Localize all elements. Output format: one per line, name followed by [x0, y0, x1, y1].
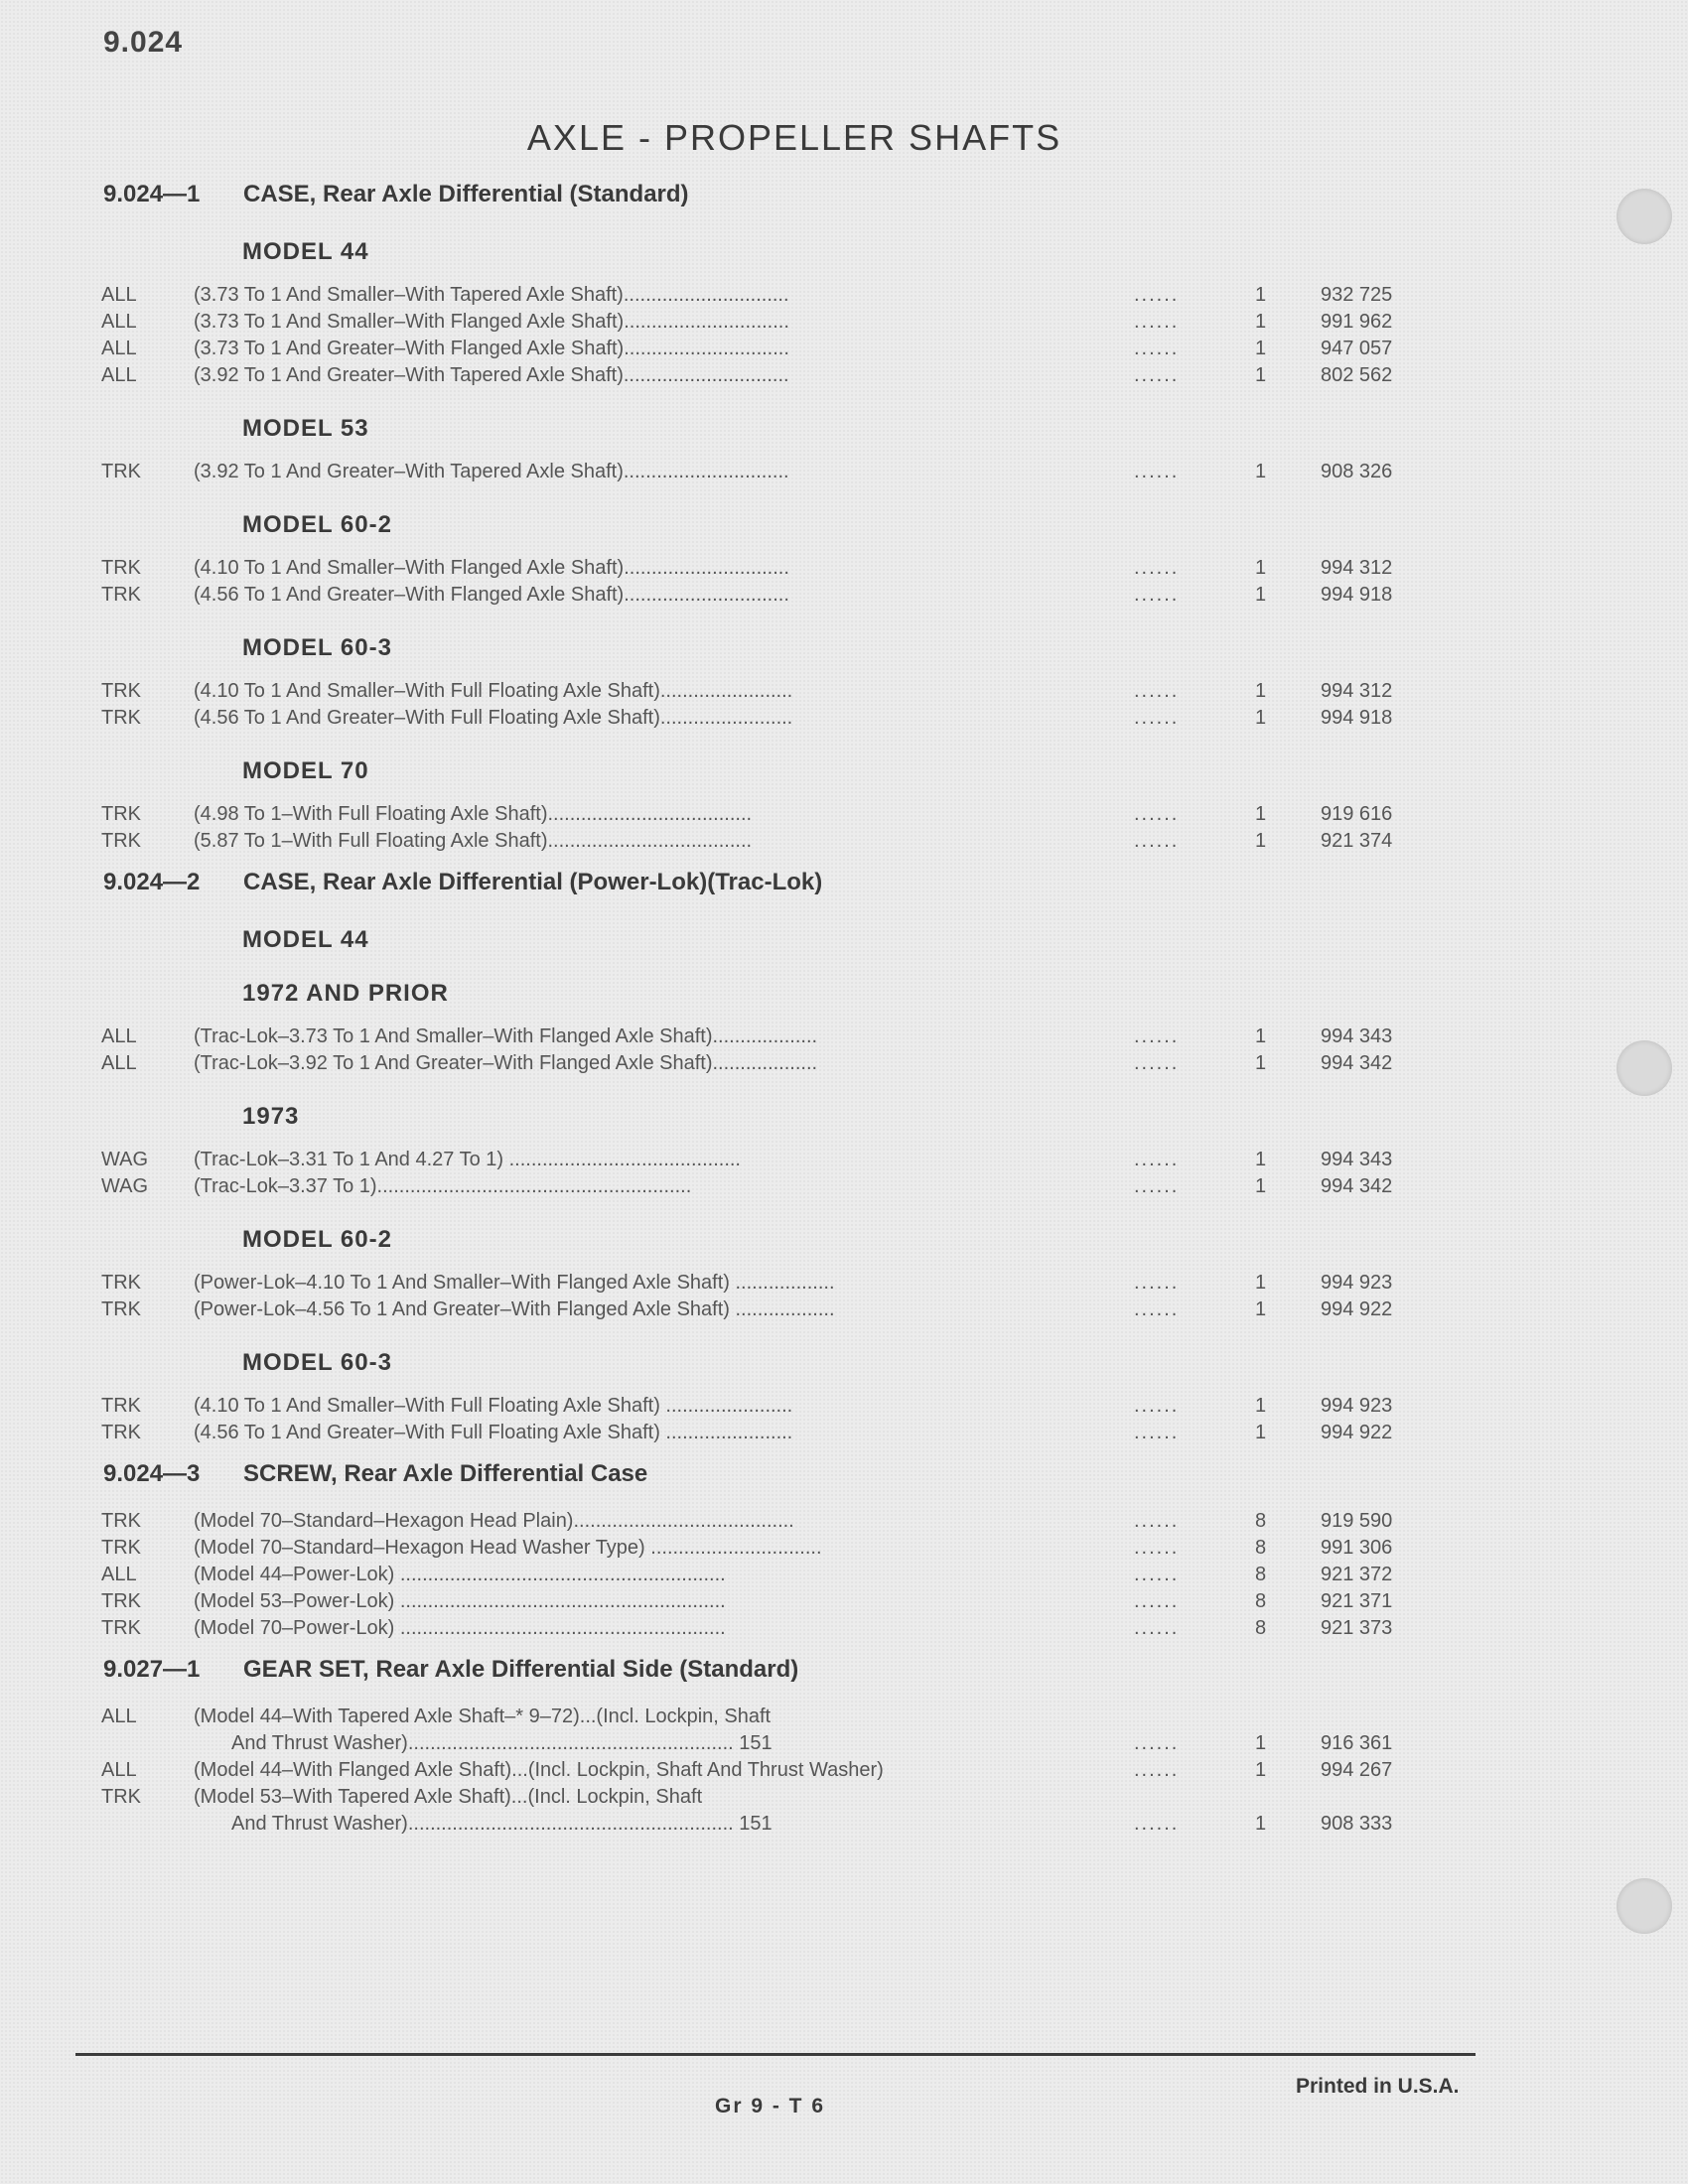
table-row	[0, 1704, 1589, 1757]
application-code: ALL	[101, 1052, 137, 1074]
leader-dots: ......	[1134, 1395, 1180, 1417]
description-line: (Power-Lok–4.56 To 1 And Greater–With Flanged Axle Shaft) ..................	[194, 1298, 835, 1320]
model-heading	[0, 493, 1589, 547]
leader-dots: ......	[1134, 1537, 1180, 1559]
quantity: 1	[1255, 557, 1267, 579]
section-header	[0, 863, 1589, 908]
leader-dots: ......	[1134, 557, 1180, 579]
leader-dots: ......	[1134, 707, 1180, 729]
row-group	[0, 1139, 1589, 1208]
part-description	[194, 1420, 1097, 1446]
part-description	[194, 1050, 1097, 1077]
part-number: 947 057	[1321, 338, 1393, 359]
quantity: 1	[1255, 364, 1267, 386]
section-code: 9.024—2	[103, 869, 201, 895]
row-group	[0, 1385, 1589, 1454]
section-title: CASE, Rear Axle Differential (Standard)	[243, 181, 689, 207]
table-row	[0, 309, 1589, 336]
quantity: 8	[1255, 1564, 1267, 1585]
application-code: TRK	[101, 1510, 141, 1532]
part-number: 994 922	[1321, 1298, 1393, 1320]
part-description	[194, 1508, 1097, 1535]
application-code: TRK	[101, 1298, 141, 1320]
binder-hole	[1617, 189, 1672, 244]
application-code: ALL	[101, 1706, 137, 1727]
description-line: (4.10 To 1 And Smaller–With Full Floating Axle Shaft)........................	[194, 680, 793, 702]
application-code: TRK	[101, 1422, 141, 1443]
leader-dots: ......	[1134, 830, 1180, 852]
part-description	[194, 1535, 1097, 1562]
description-line: (3.73 To 1 And Smaller–With Flanged Axle Shaft)..............................	[194, 311, 789, 333]
leader-dots: ......	[1134, 1590, 1180, 1612]
application-code: ALL	[101, 1759, 137, 1781]
table-row	[0, 1270, 1589, 1297]
model-heading	[0, 220, 1589, 274]
part-number: 994 918	[1321, 584, 1393, 606]
description-line: (4.56 To 1 And Greater–With Flanged Axle Shaft)..............................	[194, 584, 789, 606]
leader-dots: ......	[1134, 584, 1180, 606]
part-description	[194, 582, 1097, 609]
description-line: (3.73 To 1 And Smaller–With Tapered Axle Shaft)..............................	[194, 284, 789, 306]
application-code: ALL	[101, 338, 137, 359]
leader-dots: ......	[1134, 803, 1180, 825]
table-row	[0, 1615, 1589, 1642]
quantity: 1	[1255, 311, 1267, 333]
section-code: 9.024—1	[103, 181, 201, 207]
quantity: 1	[1255, 707, 1267, 729]
leader-dots: ......	[1134, 284, 1180, 306]
application-code: ALL	[101, 1564, 137, 1585]
description-line: And Thrust Washer)........................................................... 151	[231, 1813, 773, 1835]
leader-dots: ......	[1134, 1298, 1180, 1320]
description-line: And Thrust Washer)........................................................... 151	[231, 1732, 773, 1754]
table-row	[0, 801, 1589, 828]
model-heading	[0, 616, 1589, 670]
application-code: TRK	[101, 461, 141, 482]
leader-dots: ......	[1134, 364, 1180, 386]
quantity: 1	[1255, 284, 1267, 306]
footer-rule	[75, 2053, 1476, 2056]
part-number: 921 372	[1321, 1564, 1393, 1585]
application-code: ALL	[101, 1025, 137, 1047]
parts-list	[0, 175, 1589, 1845]
application-code: ALL	[101, 284, 137, 306]
binder-hole	[1617, 1878, 1672, 1934]
part-description	[194, 1270, 1097, 1297]
section-title: GEAR SET, Rear Axle Differential Side (Standard)	[243, 1656, 799, 1683]
table-row	[0, 705, 1589, 732]
part-description	[194, 1297, 1097, 1323]
quantity: 1	[1255, 1813, 1267, 1835]
description-line: (Model 70–Standard–Hexagon Head Washer Type) ...............................	[194, 1537, 822, 1559]
model-heading	[0, 397, 1589, 451]
model-heading-text: MODEL 60-2	[242, 1226, 392, 1253]
part-number: 802 562	[1321, 364, 1393, 386]
row-group	[0, 1500, 1589, 1650]
section-title: CASE, Rear Axle Differential (Power-Lok)(Trac-Lok)	[243, 869, 823, 895]
part-description	[194, 336, 1097, 362]
description-line: (Power-Lok–4.10 To 1 And Smaller–With Flanged Axle Shaft) ..................	[194, 1272, 835, 1294]
part-description	[194, 459, 1097, 485]
description-line: (Model 53–With Tapered Axle Shaft)...(Incl. Lockpin, Shaft	[194, 1786, 703, 1808]
part-number: 921 371	[1321, 1590, 1393, 1612]
binder-hole	[1617, 1040, 1672, 1096]
table-row	[0, 362, 1589, 389]
quantity: 1	[1255, 1422, 1267, 1443]
application-code: TRK	[101, 1786, 141, 1808]
description-line: (3.73 To 1 And Greater–With Flanged Axle Shaft)..............................	[194, 338, 789, 359]
part-number: 994 923	[1321, 1395, 1393, 1417]
application-code: TRK	[101, 584, 141, 606]
table-row	[0, 828, 1589, 855]
part-number: 994 922	[1321, 1422, 1393, 1443]
table-row	[0, 678, 1589, 705]
page-title: AXLE - PROPELLER SHAFTS	[526, 117, 1062, 158]
section-code: 9.027—1	[103, 1656, 201, 1683]
row-group	[0, 1016, 1589, 1085]
section-header	[0, 1454, 1589, 1500]
part-number: 994 343	[1321, 1025, 1393, 1047]
part-description	[194, 1147, 1097, 1173]
model-heading	[0, 1085, 1589, 1139]
quantity: 1	[1255, 1759, 1267, 1781]
model-heading-text: MODEL 60-3	[242, 634, 392, 661]
part-description	[194, 828, 1097, 855]
quantity: 1	[1255, 1052, 1267, 1074]
leader-dots: ......	[1134, 1617, 1180, 1639]
application-code: TRK	[101, 1272, 141, 1294]
table-row	[0, 282, 1589, 309]
section-header	[0, 1650, 1589, 1696]
application-code: WAG	[101, 1175, 149, 1197]
leader-dots: ......	[1134, 680, 1180, 702]
model-heading-text: 1973	[242, 1103, 300, 1130]
part-description	[194, 1024, 1097, 1050]
part-description	[194, 1784, 1097, 1838]
description-line: (Model 44–Power-Lok) ...........................................................	[194, 1564, 726, 1585]
application-code: ALL	[101, 364, 137, 386]
part-description	[194, 309, 1097, 336]
page-number: 9.024	[103, 26, 184, 59]
part-description	[194, 1173, 1097, 1200]
part-number: 908 326	[1321, 461, 1393, 482]
part-number: 994 312	[1321, 680, 1393, 702]
table-row	[0, 1024, 1589, 1050]
row-group	[0, 547, 1589, 616]
leader-dots: ......	[1134, 1052, 1180, 1074]
leader-dots: ......	[1134, 1813, 1180, 1835]
table-row	[0, 1757, 1589, 1784]
table-row	[0, 1297, 1589, 1323]
table-row	[0, 1588, 1589, 1615]
part-description	[194, 282, 1097, 309]
part-number: 991 962	[1321, 311, 1393, 333]
quantity: 1	[1255, 1732, 1267, 1754]
part-description	[194, 1615, 1097, 1642]
application-code: TRK	[101, 830, 141, 852]
description-line: (4.98 To 1–With Full Floating Axle Shaft).....................................	[194, 803, 753, 825]
part-number: 908 333	[1321, 1813, 1393, 1835]
description-line: (3.92 To 1 And Greater–With Tapered Axle Shaft)..............................	[194, 461, 789, 482]
description-line: (Model 70–Standard–Hexagon Head Plain)........................................	[194, 1510, 794, 1532]
description-line: (4.56 To 1 And Greater–With Full Floating Axle Shaft)........................	[194, 707, 793, 729]
quantity: 8	[1255, 1537, 1267, 1559]
description-line: (3.92 To 1 And Greater–With Tapered Axle Shaft)..............................	[194, 364, 789, 386]
part-number: 919 616	[1321, 803, 1393, 825]
model-heading-text: MODEL 44	[242, 926, 369, 953]
part-number: 916 361	[1321, 1732, 1393, 1754]
part-number: 991 306	[1321, 1537, 1393, 1559]
part-description	[194, 1562, 1097, 1588]
part-number: 994 343	[1321, 1149, 1393, 1170]
quantity: 8	[1255, 1510, 1267, 1532]
part-number: 919 590	[1321, 1510, 1393, 1532]
quantity: 1	[1255, 1298, 1267, 1320]
table-row	[0, 1508, 1589, 1535]
table-row	[0, 459, 1589, 485]
part-description	[194, 555, 1097, 582]
leader-dots: ......	[1134, 1025, 1180, 1047]
application-code: TRK	[101, 557, 141, 579]
part-number: 994 312	[1321, 557, 1393, 579]
quantity: 1	[1255, 461, 1267, 482]
leader-dots: ......	[1134, 311, 1180, 333]
description-line: (Trac-Lok–3.37 To 1).........................................................	[194, 1175, 692, 1197]
table-row	[0, 1147, 1589, 1173]
leader-dots: ......	[1134, 1732, 1180, 1754]
leader-dots: ......	[1134, 461, 1180, 482]
description-line: (Trac-Lok–3.73 To 1 And Smaller–With Flanged Axle Shaft)...................	[194, 1025, 818, 1047]
leader-dots: ......	[1134, 1272, 1180, 1294]
table-row	[0, 336, 1589, 362]
table-row	[0, 1535, 1589, 1562]
quantity: 1	[1255, 1395, 1267, 1417]
model-heading-text: MODEL 60-3	[242, 1349, 392, 1376]
quantity: 1	[1255, 338, 1267, 359]
quantity: 1	[1255, 1272, 1267, 1294]
part-description	[194, 678, 1097, 705]
description-line: (Trac-Lok–3.31 To 1 And 4.27 To 1) ..........................................	[194, 1149, 741, 1170]
quantity: 1	[1255, 680, 1267, 702]
description-line: (5.87 To 1–With Full Floating Axle Shaft).....................................	[194, 830, 753, 852]
part-description	[194, 1588, 1097, 1615]
model-heading-text: MODEL 60-2	[242, 511, 392, 538]
leader-dots: ......	[1134, 1564, 1180, 1585]
table-row	[0, 1173, 1589, 1200]
part-number: 921 373	[1321, 1617, 1393, 1639]
application-code: TRK	[101, 1617, 141, 1639]
model-heading	[0, 1331, 1589, 1385]
quantity: 1	[1255, 1025, 1267, 1047]
table-row	[0, 1562, 1589, 1588]
part-description	[194, 1393, 1097, 1420]
part-description	[194, 362, 1097, 389]
group-reference: Gr 9 - T 6	[715, 2095, 826, 2117]
description-line: (4.56 To 1 And Greater–With Full Floating Axle Shaft) .......................	[194, 1422, 793, 1443]
part-number: 994 342	[1321, 1175, 1393, 1197]
part-number: 932 725	[1321, 284, 1393, 306]
application-code: ALL	[101, 311, 137, 333]
model-heading	[0, 908, 1589, 962]
section-code: 9.024—3	[103, 1460, 201, 1487]
quantity: 1	[1255, 803, 1267, 825]
leader-dots: ......	[1134, 1175, 1180, 1197]
table-row	[0, 555, 1589, 582]
description-line: (Trac-Lok–3.92 To 1 And Greater–With Flanged Axle Shaft)...................	[194, 1052, 818, 1074]
leader-dots: ......	[1134, 338, 1180, 359]
part-description	[194, 1757, 1097, 1784]
table-row	[0, 1784, 1589, 1838]
application-code: TRK	[101, 1537, 141, 1559]
description-line: (Model 44–With Tapered Axle Shaft–* 9–72)...(Incl. Lockpin, Shaft	[194, 1706, 772, 1727]
description-line: (Model 53–Power-Lok) ...........................................................	[194, 1590, 726, 1612]
part-description	[194, 801, 1097, 828]
model-heading	[0, 1208, 1589, 1262]
part-description	[194, 1704, 1097, 1757]
row-group	[0, 451, 1589, 493]
part-number: 994 267	[1321, 1759, 1393, 1781]
quantity: 1	[1255, 1175, 1267, 1197]
description-line: (Model 70–Power-Lok) ...........................................................	[194, 1617, 726, 1639]
row-group	[0, 1262, 1589, 1331]
quantity: 1	[1255, 584, 1267, 606]
leader-dots: ......	[1134, 1422, 1180, 1443]
model-heading-text: MODEL 44	[242, 238, 369, 265]
model-heading-text: MODEL 70	[242, 757, 369, 784]
leader-dots: ......	[1134, 1759, 1180, 1781]
section-title: SCREW, Rear Axle Differential Case	[243, 1460, 648, 1487]
description-line: (4.10 To 1 And Smaller–With Full Floating Axle Shaft) .......................	[194, 1395, 793, 1417]
printed-in-note: Printed in U.S.A.	[1296, 2075, 1460, 2098]
quantity: 1	[1255, 1149, 1267, 1170]
table-row	[0, 1420, 1589, 1446]
description-line: (4.10 To 1 And Smaller–With Flanged Axle Shaft)..............................	[194, 557, 789, 579]
application-code: TRK	[101, 1395, 141, 1417]
model-heading-text: MODEL 53	[242, 415, 369, 442]
quantity: 8	[1255, 1590, 1267, 1612]
leader-dots: ......	[1134, 1149, 1180, 1170]
table-row	[0, 1393, 1589, 1420]
row-group	[0, 1696, 1589, 1845]
part-number: 921 374	[1321, 830, 1393, 852]
model-heading	[0, 740, 1589, 793]
part-number: 994 918	[1321, 707, 1393, 729]
model-heading-text: 1972 AND PRIOR	[242, 980, 449, 1007]
row-group	[0, 793, 1589, 863]
application-code: WAG	[101, 1149, 149, 1170]
application-code: TRK	[101, 1590, 141, 1612]
application-code: TRK	[101, 707, 141, 729]
row-group	[0, 274, 1589, 397]
quantity: 8	[1255, 1617, 1267, 1639]
table-row	[0, 1050, 1589, 1077]
part-number: 994 342	[1321, 1052, 1393, 1074]
part-description	[194, 705, 1097, 732]
part-number: 994 923	[1321, 1272, 1393, 1294]
application-code: TRK	[101, 803, 141, 825]
row-group	[0, 670, 1589, 740]
application-code: TRK	[101, 680, 141, 702]
table-row	[0, 582, 1589, 609]
leader-dots: ......	[1134, 1510, 1180, 1532]
section-header	[0, 175, 1589, 220]
description-line: (Model 44–With Flanged Axle Shaft)...(Incl. Lockpin, Shaft And Thrust Washer)	[194, 1759, 884, 1781]
quantity: 1	[1255, 830, 1267, 852]
model-heading	[0, 962, 1589, 1016]
